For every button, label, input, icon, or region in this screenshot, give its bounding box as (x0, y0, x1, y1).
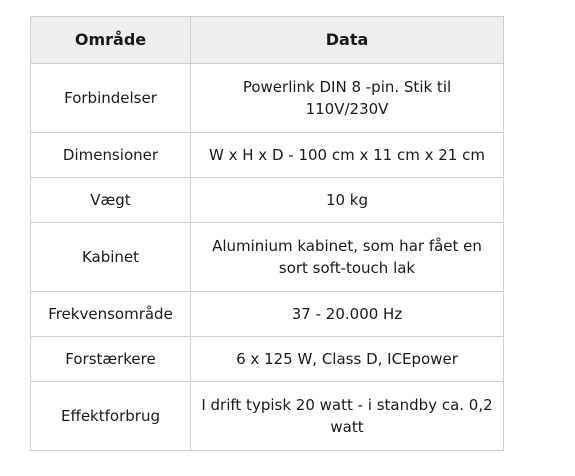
row-label: Vægt (31, 178, 191, 223)
column-header-area: Område (31, 17, 191, 64)
table-row (31, 178, 504, 223)
row-label: Frekvensområde (31, 292, 191, 337)
row-value: Aluminium kabinet, som har fået en sort soft-touch lak (191, 223, 504, 292)
row-value: 37 - 20.000 Hz (191, 292, 504, 337)
row-label: Dimensioner (31, 133, 191, 178)
table-row (31, 133, 504, 178)
spec-table (30, 16, 504, 451)
table-row (31, 64, 504, 133)
column-header-data: Data (191, 17, 504, 64)
table-row (31, 292, 504, 337)
row-label: Effektforbrug (31, 382, 191, 451)
row-value: Powerlink DIN 8 -pin. Stik til 110V/230V (191, 64, 504, 133)
row-value: 10 kg (191, 178, 504, 223)
table-row (31, 382, 504, 451)
row-value: 6 x 125 W, Class D, ICEpower (191, 337, 504, 382)
row-label: Kabinet (31, 223, 191, 292)
table-row (31, 223, 504, 292)
row-value: I drift typisk 20 watt - i standby ca. 0,2 watt (191, 382, 504, 451)
row-label: Forstærkere (31, 337, 191, 382)
table-row (31, 337, 504, 382)
row-value: W x H x D - 100 cm x 11 cm x 21 cm (191, 133, 504, 178)
row-label: Forbindelser (31, 64, 191, 133)
table-header-row (31, 17, 504, 64)
